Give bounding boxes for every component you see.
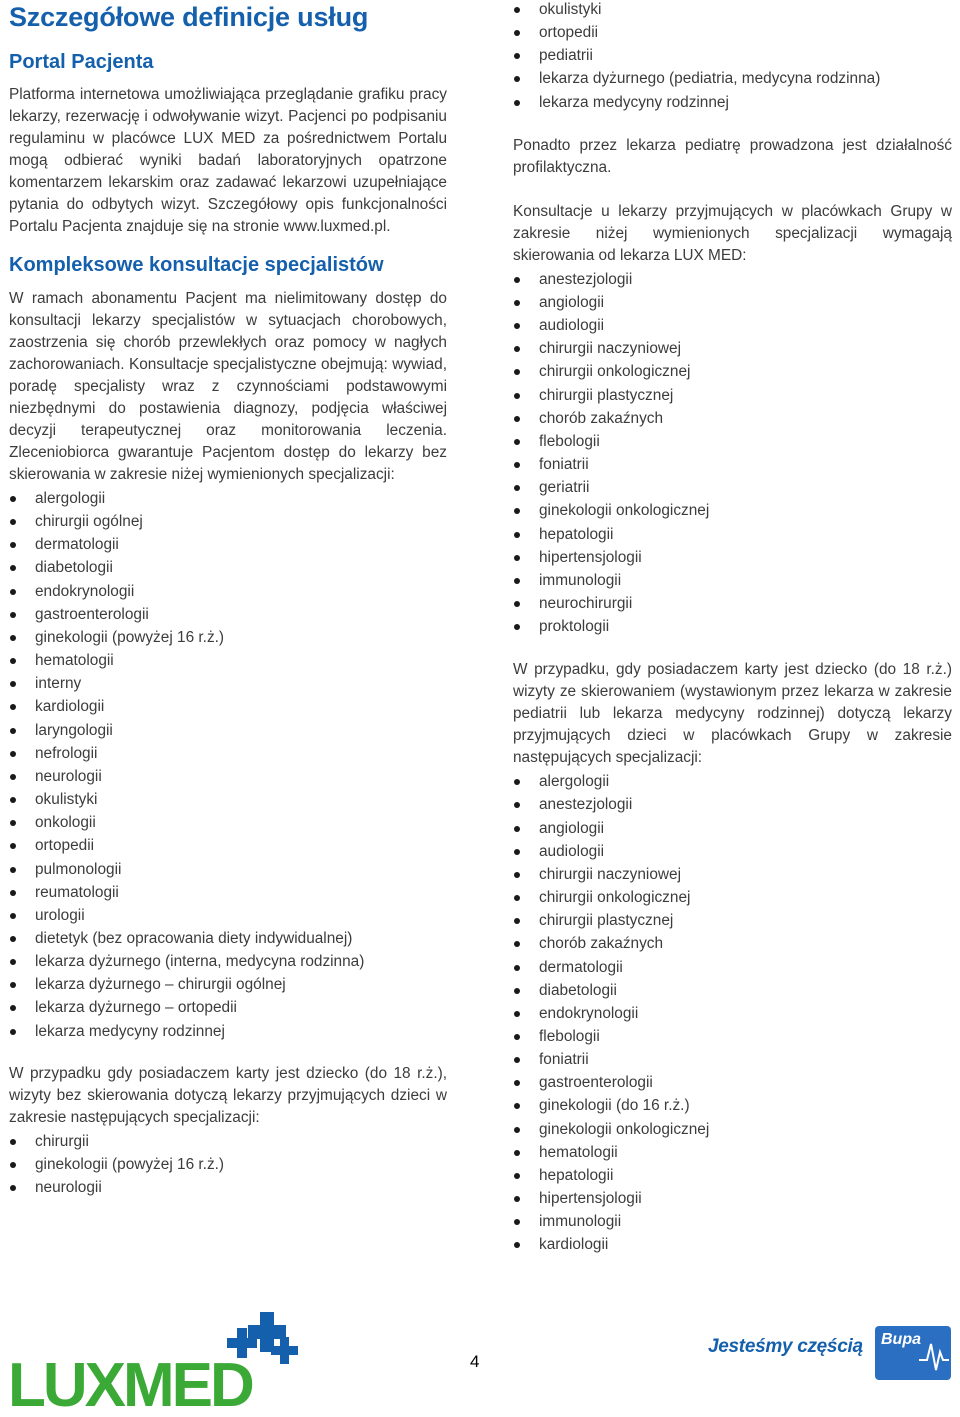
children-referral-specialty-item: audiologii: [513, 840, 952, 863]
luxmed-logo: [8, 1312, 328, 1417]
heartbeat-icon: [875, 1326, 951, 1380]
specialties-list: [9, 487, 447, 1043]
specialty-item: onkologii: [9, 811, 447, 834]
consult-paragraph: W ramach abonamentu Pacjent ma nielimitowany dostęp do konsultacji lekarzy specjalistów w sytuacjach chorobowych, zaostrzenia się chorób przewlekłych oraz pomocy w nagłych zachorowaniach. Konsultacje specjalistyczne obejmują: wywiad, poradę specjalisty wraz z czynnościami podstawowymi niezbędnymi do postawienia diagnozy, podjęcia właściwej decyzji terapeutycznej oraz monitorowania leczenia. Zleceniobiorca gwarantuje Pacjentom dostęp do lekarzy bez skierowania w zakresie niżej wymienionych specjalizacji:: [9, 290, 447, 483]
children-paragraph: W przypadku gdy posiadaczem karty jest dziecko (do 18 r.ż.), wizyty bez skierowania dotyczą lekarzy przyjmujących dzieci w zakresie następujących specjalizacji:: [9, 1064, 447, 1126]
children-specialty-item: ginekologii (powyżej 16 r.ż.): [9, 1153, 447, 1176]
children-specialty-item: okulistyki: [513, 0, 952, 21]
specialty-item: ginekologii (powyżej 16 r.ż.): [9, 626, 447, 649]
children-referral-specialty-item: diabetologii: [513, 979, 952, 1002]
referral-specialty-item: neurochirurgii: [513, 592, 952, 615]
referral-specialty-item: ginekologii onkologicznej: [513, 499, 952, 522]
children-specialty-item: chirurgii: [9, 1130, 447, 1153]
specialty-item: laryngologii: [9, 719, 447, 742]
referral-specialty-item: anestezjologii: [513, 268, 952, 291]
portal-heading: Portal Pacjenta: [9, 51, 154, 73]
luxmed-logo-text: LUXMED: [8, 1351, 252, 1412]
specialty-item: lekarza medycyny rodzinnej: [9, 1020, 447, 1043]
page-footer: [0, 1300, 960, 1415]
specialty-item: nefrologii: [9, 742, 447, 765]
children-specialty-item: ortopedii: [513, 21, 952, 44]
children-referral-specialty-item: dermatologii: [513, 956, 952, 979]
children-referral-specialty-item: foniatrii: [513, 1048, 952, 1071]
referral-specialty-item: chirurgii onkologicznej: [513, 360, 952, 383]
specialty-item: hematologii: [9, 649, 447, 672]
prophylaxis-paragraph: Ponadto przez lekarza pediatrę prowadzona jest działalność profilaktyczna.: [513, 136, 952, 176]
children-referral-specialty-item: gastroenterologii: [513, 1071, 952, 1094]
referral-specialty-item: chirurgii naczyniowej: [513, 337, 952, 360]
children-referral-specialty-item: ginekologii (do 16 r.ż.): [513, 1094, 952, 1117]
referral-specialty-item: hepatologii: [513, 523, 952, 546]
referral-specialty-item: flebologii: [513, 430, 952, 453]
referral-specialty-item: chorób zakaźnych: [513, 407, 952, 430]
referral-specialty-item: audiologii: [513, 314, 952, 337]
consult-heading: Kompleksowe konsultacje specjalistów: [9, 254, 384, 276]
specialty-item: lekarza dyżurnego (interna, medycyna rodzinna): [9, 950, 447, 973]
portal-paragraph: Platforma internetowa umożliwiająca przeglądanie grafiku pracy lekarzy, rezerwację i odwoływanie wizyt. Pacjenci po podpisaniu regulaminu w placówce LUX MED za pośrednictwem Portalu mogą odbierać wyniki badań laboratoryjnych opatrzone komentarzem lekarskim oraz zadawać lekarzowi uzupełniające pytania do odbytych wizyt. Szczegółowy opis funkcjonalności Portalu Pacjenta znajduje się na stronie www.luxmed.pl.: [9, 86, 447, 235]
children-referral-specialties-list: [513, 770, 952, 1256]
children-specialty-item: neurologii: [9, 1176, 447, 1199]
specialty-item: gastroenterologii: [9, 603, 447, 626]
specialty-item: lekarza dyżurnego – chirurgii ogólnej: [9, 973, 447, 996]
children-referral-specialty-item: flebologii: [513, 1025, 952, 1048]
specialty-item: urologii: [9, 904, 447, 927]
referral-specialty-item: chirurgii plastycznej: [513, 384, 952, 407]
children-referral-specialty-item: hematologii: [513, 1141, 952, 1164]
specialty-item: interny: [9, 672, 447, 695]
bupa-wordmark: Bupa: [881, 1331, 921, 1348]
children-referral-specialty-item: chirurgii onkologicznej: [513, 886, 952, 909]
bupa-badge: [875, 1326, 951, 1380]
specialty-item: diabetologii: [9, 556, 447, 579]
referral-specialty-item: proktologii: [513, 615, 952, 638]
referral-specialty-item: hipertensjologii: [513, 546, 952, 569]
children-referral-specialty-item: hipertensjologii: [513, 1187, 952, 1210]
specialty-item: reumatologii: [9, 881, 447, 904]
children-referral-specialty-item: angiologii: [513, 817, 952, 840]
children-referral-specialty-item: endokrynologii: [513, 1002, 952, 1025]
right-column: [513, 0, 952, 1257]
slogan-text: Jesteśmy częścią: [708, 1336, 863, 1357]
specialty-item: kardiologii: [9, 695, 447, 718]
children-specialty-item: lekarza dyżurnego (pediatria, medycyna rodzinna): [513, 67, 952, 90]
specialty-item: dermatologii: [9, 533, 447, 556]
children-referral-specialty-item: hepatologii: [513, 1164, 952, 1187]
referral-specialty-item: angiologii: [513, 291, 952, 314]
specialty-item: lekarza dyżurnego – ortopedii: [9, 996, 447, 1019]
specialty-item: neurologii: [9, 765, 447, 788]
children-specialty-item: lekarza medycyny rodzinnej: [513, 91, 952, 114]
page-number: 4: [470, 1352, 480, 1371]
children-referral-specialty-item: anestezjologii: [513, 793, 952, 816]
specialty-item: pulmonologii: [9, 858, 447, 881]
children-specialties-list: [9, 1130, 447, 1199]
specialty-item: endokrynologii: [9, 580, 447, 603]
specialty-item: alergologii: [9, 487, 447, 510]
specialty-item: ortopedii: [9, 834, 447, 857]
referral-specialty-item: immunologii: [513, 569, 952, 592]
children-referral-paragraph: W przypadku, gdy posiadaczem karty jest dziecko (do 18 r.ż.) wizyty ze skierowaniem (wystawionym przez lekarza w zakresie pediatrii lub lekarza medycyny rodzinnej) dotyczą lekarzy przyjmujących dzieci w placówkach Grupy w zakresie następujących specjalizacji:: [513, 661, 952, 767]
page-title: Szczegółowe definicje usług: [9, 2, 369, 32]
referral-specialty-item: foniatrii: [513, 453, 952, 476]
referral-paragraph: Konsultacje u lekarzy przyjmujących w placówkach Grupy w zakresie niżej wymienionych specjalizacji wymagają skierowania od lekarza LUX MED:: [513, 202, 952, 264]
children-referral-specialty-item: chorób zakaźnych: [513, 932, 952, 955]
referral-specialties-list: [513, 268, 952, 639]
children-referral-specialty-item: kardiologii: [513, 1233, 952, 1256]
children-referral-specialty-item: ginekologii onkologicznej: [513, 1118, 952, 1141]
specialty-item: okulistyki: [9, 788, 447, 811]
children-referral-specialty-item: immunologii: [513, 1210, 952, 1233]
children-specialty-item: pediatrii: [513, 44, 952, 67]
left-column: [9, 0, 447, 1199]
referral-specialty-item: geriatrii: [513, 476, 952, 499]
children-referral-specialty-item: alergologii: [513, 770, 952, 793]
specialty-item: chirurgii ogólnej: [9, 510, 447, 533]
children-referral-specialty-item: chirurgii naczyniowej: [513, 863, 952, 886]
specialty-item: dietetyk (bez opracowania diety indywidualnej): [9, 927, 447, 950]
children-referral-specialty-item: chirurgii plastycznej: [513, 909, 952, 932]
children-specialties-cont-list: [513, 0, 952, 114]
